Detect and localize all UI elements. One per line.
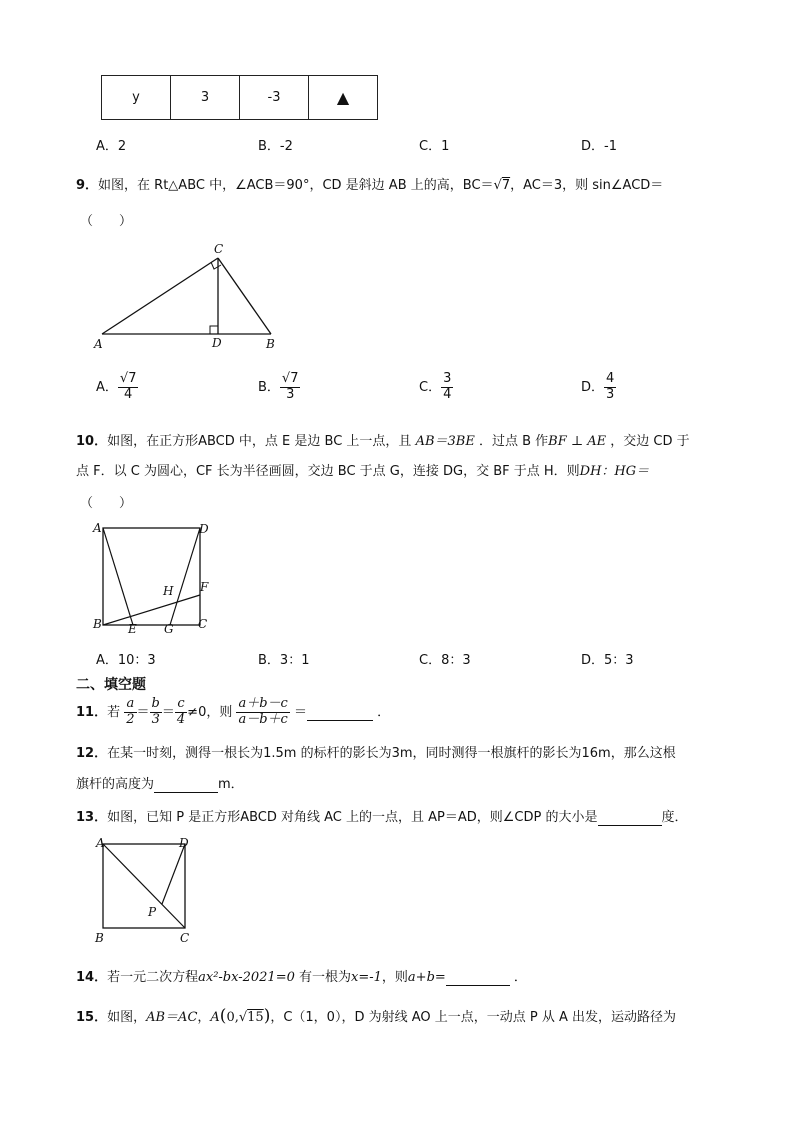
question-number: 9． bbox=[76, 178, 99, 193]
label-e: E bbox=[128, 622, 137, 636]
answer-blank[interactable] bbox=[446, 970, 510, 986]
question-number: 13． bbox=[76, 810, 108, 825]
question-number: 15． bbox=[76, 1010, 108, 1025]
segment-bf bbox=[103, 595, 200, 625]
label-b: B bbox=[95, 931, 104, 945]
fraction: $\frac{a}{2}$ bbox=[126, 696, 135, 727]
segment-ae bbox=[103, 528, 133, 625]
fraction: $\frac{c}{4}$ bbox=[176, 696, 186, 727]
label-a: A bbox=[93, 521, 102, 535]
q8-option-b[interactable]: B．-2 bbox=[258, 139, 293, 154]
label-b: B bbox=[93, 617, 102, 631]
q10-option-a[interactable]: A．10：3 bbox=[96, 653, 156, 668]
label-f: F bbox=[200, 580, 209, 594]
label-b: B bbox=[266, 337, 275, 351]
q8-option-d[interactable]: D．-1 bbox=[581, 139, 617, 154]
q9-text: ，AC＝3，则 sin∠ACD＝ bbox=[510, 178, 664, 193]
segment-dp bbox=[162, 844, 185, 904]
table-cell: y bbox=[102, 76, 171, 120]
value-table bbox=[101, 75, 378, 120]
q12-stem-line2: 旗杆的高度为 m． bbox=[76, 777, 244, 792]
diagonal-ac bbox=[103, 844, 185, 928]
q12-stem-line1: 12．在某一时刻，测得一根长为1.5m 的标杆的影长为3m，同时测得一根旗杆的影长为16m，那么这根 bbox=[76, 746, 676, 761]
q8-option-a[interactable]: A．2 bbox=[96, 139, 127, 154]
q11-stem: 11．若 $\frac{a}{2}$ ＝ $\frac{b}{3}$ ＝ $\frac{c}{4}$ ≠0，则 $\frac{a+b-c}{a-b+c}$ ＝ ． bbox=[76, 696, 391, 727]
answer-blank[interactable] bbox=[307, 705, 373, 721]
q9-triangle-figure bbox=[90, 238, 290, 356]
q10-stem-line1: 10．如图，在正方形ABCD 中，点 E 是边 BC 上一点，且 AB＝3BE ．过点 B 作BF ⊥ AE ，交边 CD 于 bbox=[76, 434, 690, 449]
label-c: C bbox=[180, 931, 190, 945]
fraction: $\frac{b}{3}$ bbox=[151, 696, 160, 727]
q15-stem: 15．如图，AB＝AC，A(0,√15)，C（1，0），D 为射线 AO 上一点，一动点 P 从 A 出发，运动路径为 bbox=[76, 1006, 677, 1026]
answer-blank[interactable] bbox=[598, 810, 662, 826]
q14-stem: 14．若一元二次方程ax²-bx-2021=0 有一根为x=-1，则a+b= ． bbox=[76, 970, 527, 985]
q9-option-a[interactable]: A． $\frac{√7}{4}$ bbox=[96, 371, 137, 402]
q9-option-b[interactable]: B． $\frac{√7}{3}$ bbox=[258, 371, 299, 402]
right-angle-mark bbox=[210, 326, 218, 334]
label-h: H bbox=[163, 584, 174, 598]
segment-dg bbox=[170, 528, 200, 625]
side-cb bbox=[218, 258, 271, 334]
question-number: 11． bbox=[76, 704, 108, 720]
label-g: G bbox=[164, 622, 174, 636]
q9-option-d[interactable]: D． $\frac{4}{3}$ bbox=[581, 371, 615, 402]
q9-option-c[interactable]: C． $\frac{3}{4}$ bbox=[419, 371, 452, 402]
q10-option-d[interactable]: D．5：3 bbox=[581, 653, 634, 668]
q10-option-c[interactable]: C．8：3 bbox=[419, 653, 471, 668]
label-a: A bbox=[96, 836, 105, 850]
label-d: D bbox=[179, 836, 189, 850]
label-d: D bbox=[199, 522, 209, 536]
answer-paren: （ ） bbox=[80, 214, 133, 229]
table-cell: -3 bbox=[240, 76, 309, 120]
label-c: C bbox=[198, 617, 208, 631]
q10-stem-line2: 点 F．以 C 为圆心，CF 长为半径画圆，交边 BC 于点 G，连接 DG，交 BF 于点 H．则DH：HG＝ bbox=[76, 464, 650, 479]
q8-option-c[interactable]: C．1 bbox=[419, 139, 450, 154]
label-c: C bbox=[214, 242, 224, 256]
q9-stem bbox=[76, 174, 663, 193]
label-p: P bbox=[148, 905, 157, 919]
label-a: A bbox=[94, 337, 103, 351]
q13-stem: 13．如图，已知 P 是正方形ABCD 对角线 AC 上的一点，且 AP＝AD，则∠CDP 的大小是 度． bbox=[76, 810, 688, 825]
right-angle-mark bbox=[211, 262, 221, 269]
side-ac bbox=[102, 258, 218, 334]
section-title: 二、填空题 bbox=[76, 677, 146, 693]
answer-blank[interactable] bbox=[154, 777, 218, 793]
q13-square-figure bbox=[90, 834, 200, 950]
label-d: D bbox=[212, 336, 222, 350]
question-number: 12． bbox=[76, 746, 108, 761]
table-cell: 3 bbox=[171, 76, 240, 120]
q9-text: 如图，在 Rt△ABC 中，∠ACB＝90°，CD 是斜边 AB 上的高，BC＝ bbox=[98, 178, 494, 193]
q10-option-b[interactable]: B．3：1 bbox=[258, 653, 310, 668]
question-number: 10． bbox=[76, 434, 108, 449]
question-number: 14． bbox=[76, 970, 108, 985]
table-cell-triangle: ▲ bbox=[309, 76, 378, 120]
fraction: $\frac{a+b-c}{a-b+c}$ bbox=[238, 696, 288, 727]
answer-paren: （ ） bbox=[80, 496, 133, 511]
q10-square-figure bbox=[90, 518, 220, 636]
sqrt: √15 bbox=[238, 1010, 264, 1025]
sqrt: √7 bbox=[493, 178, 511, 193]
